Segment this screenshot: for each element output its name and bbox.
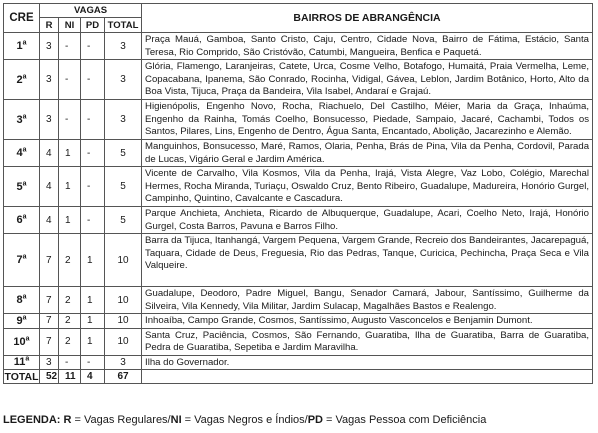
cre-cell (4, 167, 40, 207)
vagas-header: VAGAS (40, 4, 142, 18)
bairros-cell: Barra da Tijuca, Itanhangá, Vargem Pequena, Vargem Grande, Recreio dos Bandeirantes, Jacarepaguá, Taquara, Cidade de Deus, Freguesia, Rio das Pedras, Tanque, Curicica, Pechincha, Praça Seca e Vila Valqueire. (142, 234, 593, 287)
pd-cell: - (81, 60, 105, 100)
legend-ni-key: NI (170, 414, 182, 426)
bairros-cell: Manguinhos, Bonsucesso, Maré, Ramos, Olaria, Penha, Brás de Pina, Vila da Penha, Cordovil, Parada de Lucas, Vigário Geral e Jardim América. (142, 140, 593, 167)
r-header: R (40, 18, 59, 33)
cre-number: 1 (16, 40, 23, 52)
cre-cell (4, 314, 40, 329)
cre-ordinal: a (22, 39, 27, 47)
total-cell: 3 (105, 100, 142, 140)
total-cell: 10 (105, 328, 142, 355)
table-row (4, 207, 593, 234)
ni-cell: 2 (59, 314, 81, 329)
cre-number: 10 (13, 335, 26, 348)
r-cell: 3 (40, 355, 59, 370)
ni-header: NI (59, 18, 81, 33)
cre-ordinal: a (22, 213, 27, 221)
r-cell: 3 (40, 100, 59, 140)
cre-number: 3 (16, 113, 23, 126)
table-row (4, 355, 593, 370)
cre-cell (4, 140, 40, 167)
cre-ordinal: a (22, 293, 27, 301)
pd-cell: 1 (81, 314, 105, 329)
pd-cell: - (81, 140, 105, 167)
cre-header: CRE (4, 4, 40, 33)
cre-number: 8 (16, 294, 23, 306)
legend (3, 414, 486, 426)
cre-number: 11 (13, 356, 26, 369)
table-row (4, 100, 593, 140)
cre-number: 2 (16, 73, 23, 86)
cre-number: 7 (16, 254, 23, 266)
cre-ordinal: a (22, 179, 27, 187)
totals-label: TOTAL (4, 370, 39, 383)
ni-cell: 1 (59, 207, 81, 234)
pd-cell: - (81, 355, 105, 370)
bairros-cell: Guadalupe, Deodoro, Padre Miguel, Bangu, Senador Camará, Jabour, Santíssimo, Guilherme da Silveira, Vila Kennedy, Vila Militar, Jardim Sulacap, Magalhães Bastos e Realengo. (142, 287, 593, 314)
totals-row (4, 370, 593, 384)
totals-pd: 4 (81, 370, 105, 384)
bairros-cell: Santa Cruz, Paciência, Cosmos, São Fernando, Guaratiba, Ilha de Guaratiba, Barra de Guaratiba, Pedra de Guaratiba, Sepetiba e Jardim Maravilha. (142, 328, 593, 355)
cre-ordinal: a (22, 72, 27, 80)
bairros-cell: Vicente de Carvalho, Vila Kosmos, Vila da Penha, Irajá, Vista Alegre, Vaz Lobo, Colégio, Marechal Hermes, Rocha Miranda, Turiaçu, Oswaldo Cruz, Bento Ribeiro, Guadalupe, Madureira, Honório Gurgel, Campinho, Quintino, Cavalcante e Cascadura. (142, 167, 593, 207)
bairros-cell: Praça Mauá, Gamboa, Santo Cristo, Caju, Centro, Cidade Nova, Bairro de Fátima, Estácio, Santa Teresa, Rio Comprido, São Cristóvão, Catumbi, Mangueira, Benfica e Paquetá. (142, 33, 593, 60)
r-cell: 7 (40, 287, 59, 314)
table-body (4, 33, 593, 384)
total-header: TOTAL (105, 18, 142, 33)
legend-r-text: = Vagas Regulares/ (71, 414, 171, 426)
pd-cell: - (81, 207, 105, 234)
cre-ordinal: a (22, 146, 27, 154)
cre-number: 4 (16, 147, 23, 159)
cre-ordinal: a (22, 253, 27, 261)
ni-cell: - (59, 100, 81, 140)
ni-cell: 1 (59, 140, 81, 167)
ni-cell: 2 (59, 328, 81, 355)
legend-pd-text: = Vagas Pessoa com Deficiência (322, 414, 487, 426)
bairros-header: BAIRROS DE ABRANGÊNCIA (142, 4, 593, 33)
bairros-cell: Ilha do Governador. (142, 355, 593, 370)
cre-cell (4, 328, 40, 355)
cre-cell (4, 287, 40, 314)
pd-cell: 1 (81, 287, 105, 314)
bairros-cell: Parque Anchieta, Anchieta, Ricardo de Albuquerque, Guadalupe, Acari, Coelho Neto, Irajá, Honório Gurgel, Costa Barros, Pavuna e Barros Filho. (142, 207, 593, 234)
r-cell: 7 (40, 314, 59, 329)
r-cell: 4 (40, 207, 59, 234)
table-row (4, 140, 593, 167)
pd-header: PD (81, 18, 105, 33)
cre-number: 5 (16, 180, 23, 193)
ni-cell: 1 (59, 167, 81, 207)
legend-r-key: R (63, 414, 72, 426)
cre-ordinal: a (25, 334, 30, 342)
cre-number: 6 (16, 214, 23, 226)
r-cell: 3 (40, 60, 59, 100)
ni-cell: - (59, 60, 81, 100)
r-cell: 4 (40, 140, 59, 167)
bairros-cell: Glória, Flamengo, Laranjeiras, Catete, Urca, Cosme Velho, Botafogo, Humaitá, Praia Vermelha, Leme, Copacabana, Ipanema, São Conrado, Rocinha, Vidigal, Gávea, Leblon, Jardim Botânico, Horto, Alto da Boa Vista, Tijuca, Praça da Bandeira, Vila Isabel, Andaraí e Grajaú. (142, 60, 593, 100)
cre-cell (4, 60, 40, 100)
total-cell: 10 (105, 287, 142, 314)
cre-cell (4, 234, 40, 287)
bairros-cell: Inhoaíba, Campo Grande, Cosmos, Santíssimo, Augusto Vasconcelos e Benjamin Dumont. (142, 314, 593, 329)
total-cell: 10 (105, 234, 142, 287)
ni-cell: - (59, 355, 81, 370)
totals-ni: 11 (59, 370, 81, 384)
table-row (4, 314, 593, 329)
cre-ordinal: a (22, 314, 27, 322)
legend-ni-text: = Vagas Negros e Índios/ (181, 414, 308, 426)
total-cell: 5 (105, 207, 142, 234)
cre-cell (4, 355, 40, 370)
pd-cell: 1 (81, 234, 105, 287)
ni-cell: 2 (59, 287, 81, 314)
r-cell: 7 (40, 328, 59, 355)
cre-cell (4, 100, 40, 140)
table-row (4, 60, 593, 100)
totals-empty-cell (142, 370, 593, 384)
total-cell: 10 (105, 314, 142, 329)
r-cell: 4 (40, 167, 59, 207)
legend-prefix: LEGENDA: (3, 414, 64, 426)
total-cell: 5 (105, 167, 142, 207)
pd-cell: 1 (81, 328, 105, 355)
total-cell: 3 (105, 60, 142, 100)
cre-number: 9 (16, 314, 23, 327)
cre-cell (4, 207, 40, 234)
table-row (4, 287, 593, 314)
total-cell: 5 (105, 140, 142, 167)
legend-pd-key: PD (307, 414, 323, 426)
total-cell: 3 (105, 355, 142, 370)
pd-cell: - (81, 100, 105, 140)
totals-total: 67 (105, 370, 142, 384)
totals-r: 52 (40, 370, 59, 384)
bairros-cell: Higienópolis, Engenho Novo, Rocha, Riachuelo, Del Castilho, Méier, Maria da Graça, Inhaúma, Engenho da Rainha, Tomás Coelho, Bonsucesso, Piedade, Sampaio, Jacaré, Cachambi, Todos os Santos, Pilares, Lins, Engenho de Dentro, Água Santa, Encantado, Abolição, Jacarezinho e Alemão. (142, 100, 593, 140)
table-row (4, 328, 593, 355)
ni-cell: - (59, 33, 81, 60)
pd-cell: - (81, 33, 105, 60)
pd-cell: - (81, 167, 105, 207)
cre-cell (4, 33, 40, 60)
cre-ordinal: a (25, 355, 30, 363)
r-cell: 7 (40, 234, 59, 287)
table-row (4, 33, 593, 60)
total-cell: 3 (105, 33, 142, 60)
r-cell: 3 (40, 33, 59, 60)
cre-ordinal: a (22, 112, 27, 120)
vagas-table (3, 3, 593, 384)
table-row (4, 234, 593, 287)
table-row (4, 167, 593, 207)
ni-cell: 2 (59, 234, 81, 287)
